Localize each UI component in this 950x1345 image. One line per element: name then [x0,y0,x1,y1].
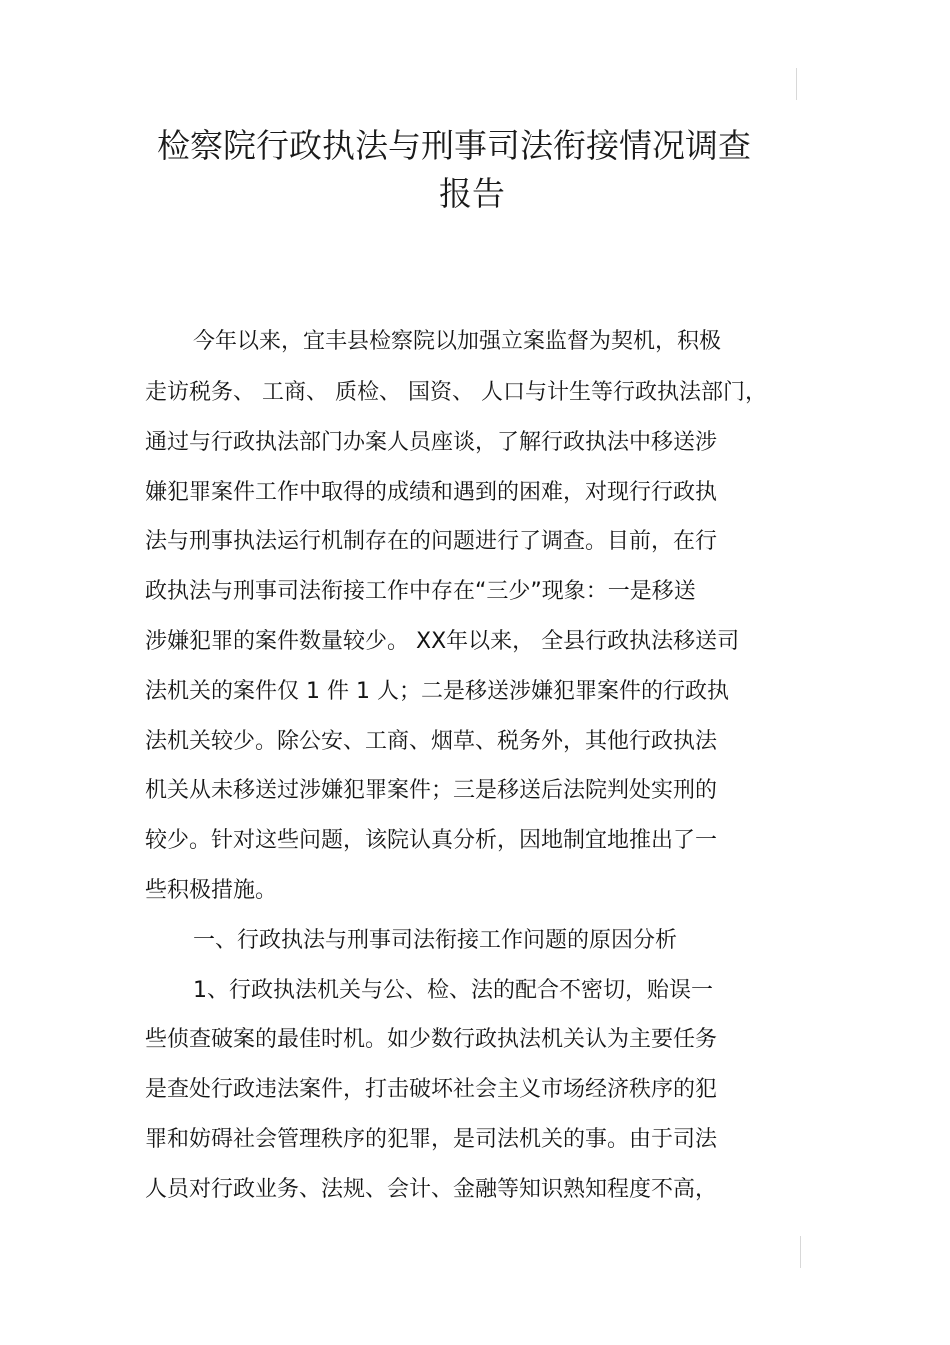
paragraph-line: 是查处行政违法案件，打击破坏社会主义市场经济秩序的犯 [145,1077,718,1102]
paragraph-line: 1、行政执法机关与公、检、法的配合不密切，贻误一 [193,978,713,1003]
paragraph-line: 通过与行政执法部门办案人员座谈，了解行政执法中移送涉 [145,430,718,455]
paragraph-line: 涉嫌犯罪的案件数量较少。 XX年以来， 全县行政执法移送司 [145,629,740,654]
document-title-line-2: 报告 [439,174,505,213]
paragraph-line: 法机关较少。除公安、工商、烟草、税务外，其他行政执法 [145,729,718,754]
section-heading: 一、行政执法与刑事司法衔接工作问题的原因分析 [193,928,678,953]
paragraph-line: 法机关的案件仅 1 件 1 人；二是移送涉嫌犯罪案件的行政执 [145,679,729,704]
paragraph-line: 些侦查破案的最佳时机。如少数行政执法机关认为主要任务 [145,1027,718,1052]
paragraph-line: 政执法与刑事司法衔接工作中存在“三少”现象：一是移送 [145,579,696,604]
page-edge-mark [800,1236,801,1268]
paragraph-line: 今年以来，宜丰县检察院以加强立案监督为契机，积极 [193,329,722,354]
paragraph-line: 罪和妨碍社会管理秩序的犯罪，是司法机关的事。由于司法 [145,1127,718,1152]
paragraph-line: 机关从未移送过涉嫌犯罪案件；三是移送后法院判处实刑的 [145,778,718,803]
paragraph-line: 走访税务、 工商、 质检、 国资、 人口与计生等行政执法部门， [145,380,767,405]
paragraph-line: 些积极措施。 [145,878,278,903]
paragraph-line: 人员对行政业务、法规、会计、金融等知识熟知程度不高， [145,1177,718,1202]
paragraph-line: 法与刑事执法运行机制存在的问题进行了调查。目前，在行 [145,529,718,554]
document-title-line-1: 检察院行政执法与刑事司法衔接情况调查 [157,126,751,165]
page-edge-mark [796,68,797,100]
paragraph-line: 较少。针对这些问题，该院认真分析，因地制宜地推出了一 [145,828,718,853]
paragraph-line: 嫌犯罪案件工作中取得的成绩和遇到的困难，对现行行政执 [145,480,718,505]
